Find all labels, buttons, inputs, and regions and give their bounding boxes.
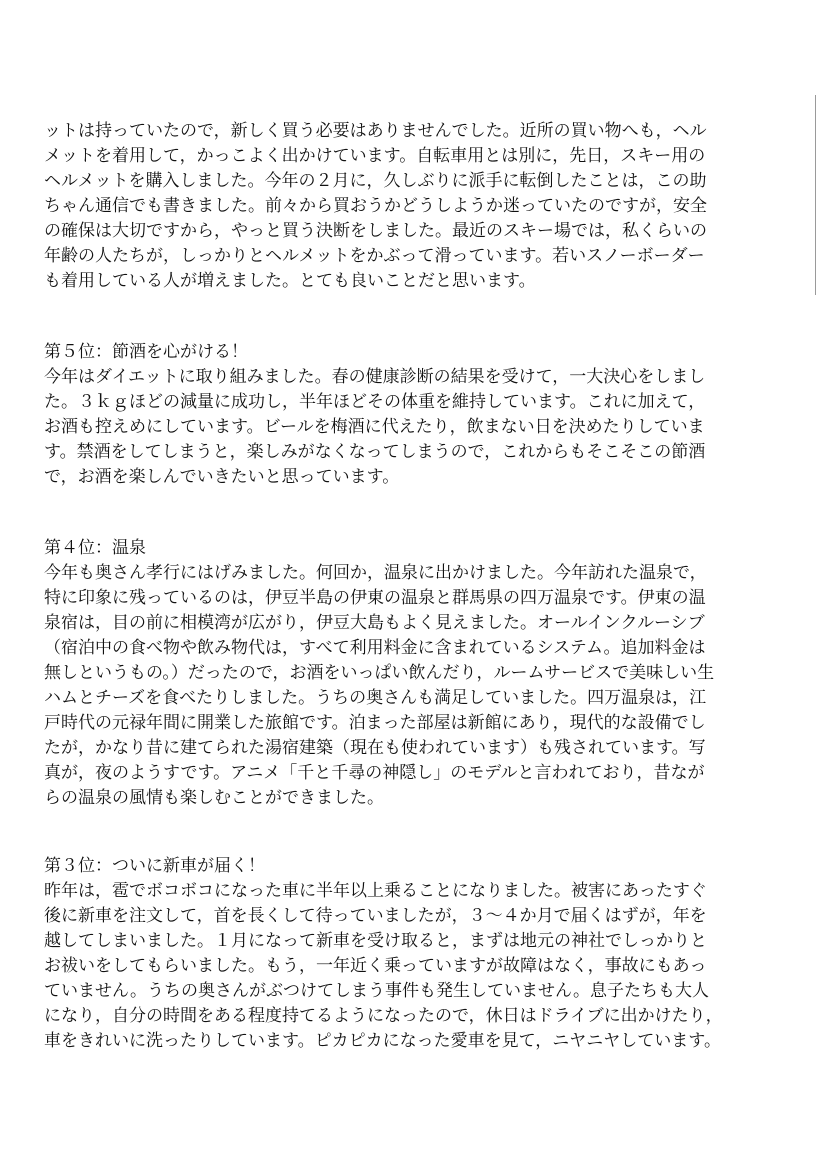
text-line: になり，自分の時間をある程度持てるようになったので，休日はドライブに出かけたり，: [44, 1006, 723, 1026]
text-line: メットを着用して，かっこよく出かけています。自転車用とは別に，先日，スキー用の: [44, 146, 706, 166]
section-heading: 第５位：節酒を心がける！: [44, 342, 248, 362]
text-line: ヘルメットを購入しました。今年の２月に，久しぶりに派手に転倒したことは，この助: [44, 171, 707, 191]
scan-edge-line: [815, 95, 816, 295]
text-line: 今年はダイエットに取り組みました。春の健康診断の結果を受けて，一大決心をしまし: [44, 367, 706, 387]
text-line: ていません。うちの奥さんがぶつけてしまう事件も発生していません。息子たちも大人: [44, 981, 710, 1001]
section-rank-3: [44, 854, 784, 1054]
section-heading: 第３位：ついに新車が届く！: [44, 856, 265, 876]
text-line: 真が，夜のようすです。アニメ「千と千尋の神隠し」のモデルと言われており，昔なが: [44, 763, 705, 783]
text-line: 後に新車を注文して，首を長くして待っていましたが，３～４か月で届くはずが，年を: [44, 906, 707, 926]
text-line: 年齢の人たちが，しっかりとヘルメットをかぶって滑っています。若いスノーボーダー: [44, 246, 705, 266]
section-rank-5: [44, 340, 784, 490]
text-line: た。３ｋｇほどの減量に成功し，半年ほどその体重を維持しています。これに加えて，: [44, 392, 706, 412]
text-line: 越してしまいました。１月になって新車を受け取ると，まずは地元の神社でしっかりと: [44, 931, 707, 951]
text-line: 無しというもの。）だったので，お酒をいっぱい飲んだり，ルームサービスで美味しい生: [44, 663, 715, 683]
text-line: お酒も控えめにしています。ビールを梅酒に代えたり，飲まない日を決めたりしていま: [44, 417, 705, 437]
text-line: たが，かなり昔に建てられた湯宿建築（現在も使われています）も残されています。写: [44, 738, 706, 758]
intro-paragraph: [44, 119, 784, 294]
text-line: ットは持っていたので，新しく買う必要はありませんでした。近所の買い物へも，ヘル: [44, 121, 707, 141]
text-line: ハムとチーズを食べたりしました。うちの奥さんも満足していました。四万温泉は，江: [44, 688, 707, 708]
text-line: す。禁酒をしてしまうと，楽しみがなくなってしまうので，これからもそこそこの節酒: [44, 442, 706, 462]
section-heading: 第４位：温泉: [44, 538, 146, 558]
text-line: ちゃん通信でも書きました。前々から買おうかどうしようか迷っていたのですが，安全: [44, 196, 707, 216]
text-line: 泉宿は，目の前に相模湾が広がり，伊豆大島もよく見えました。オールインクルーシブ: [44, 613, 705, 633]
section-rank-4: [44, 536, 784, 811]
text-line: （宿泊中の食べ物や飲み物代は，すべて利用料金に含まれているシステム。追加料金は: [44, 638, 706, 658]
text-line: 戸時代の元禄年間に開業した旅館です。泊まった部屋は新館にあり，現代的な設備でし: [44, 713, 706, 733]
text-line: 特に印象に残っているのは，伊豆半島の伊東の温泉と群馬県の四万温泉です。伊東の温: [44, 588, 706, 608]
text-line: 車をきれいに洗ったりしています。ピカピカになった愛車を見て，ニヤニヤしています。: [44, 1031, 721, 1051]
text-line: の確保は大切ですから，やっと買う決断をしました。最近のスキー場では，私くらいの: [44, 221, 707, 241]
text-line: らの温泉の風情も楽しむことができました。: [44, 788, 384, 808]
text-line: お祓いをしてもらいました。もう，一年近く乗っていますが故障はなく，事故にもあっ: [44, 956, 707, 976]
text-line: 今年も奥さん孝行にはげみました。何回か，温泉に出かけました。今年訪れた温泉で，: [44, 563, 707, 583]
text-line: で，お酒を楽しんでいきたいと思っています。: [44, 467, 400, 487]
text-line: 昨年は，雹でボコボコになった車に半年以上乗ることになりました。被害にあったすぐ: [44, 881, 707, 901]
text-line: も着用している人が増えました。とても良いことだと思います。: [44, 271, 536, 291]
